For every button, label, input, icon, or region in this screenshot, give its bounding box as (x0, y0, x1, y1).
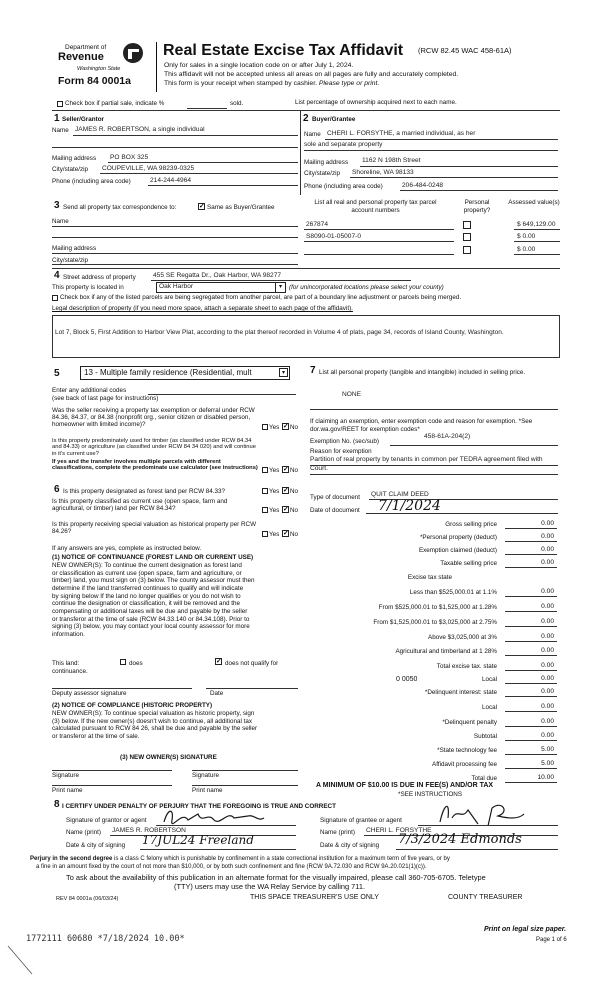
print-name-label-2: Print name (192, 787, 223, 794)
exemption-no-label: No (290, 424, 299, 431)
minimum-fee-note: A MINIMUM OF $10.00 IS DUE IN FEE(S) AND/OR TAX (316, 782, 494, 789)
historic-no-label: No (290, 531, 299, 538)
location-select-value: Oak Harbor (159, 283, 194, 290)
current-use-no-checkbox[interactable]: ✓ (283, 506, 289, 513)
tax-label: From $1,525,000.01 to $3,025,000 at 2.75% (373, 619, 497, 626)
seller-city-label: City/state/zip (52, 166, 89, 173)
does-not-label: does not qualify for (225, 660, 279, 667)
treasurer-use-only: THIS SPACE TREASURER'S USE ONLY (250, 894, 379, 901)
timber-question-note: If yes and the transfer involves multiple parcels with different classifications, complete the predominate use calculator (see instructions) (52, 459, 258, 472)
continuance-line: determine if the land transferred continues to qualify and will indicate (52, 585, 244, 593)
buyer-name-2[interactable]: sole and separate property (304, 141, 383, 148)
location-select[interactable] (156, 282, 286, 293)
same-as-buyer-checkbox[interactable]: ✓ (199, 203, 205, 210)
page-number: Page 1 of 6 (536, 937, 567, 943)
if-yes-note: If any answers are yes, complete as instructed below. (52, 545, 202, 552)
assessed-value-2[interactable]: $ 0.00 (517, 233, 536, 240)
timber-yes-label: Yes (269, 467, 280, 474)
this-land-label: This land: (52, 660, 80, 667)
tax-value[interactable]: 0.00 (541, 559, 554, 566)
additional-codes-note: (see back of last page for instructions) (52, 395, 159, 402)
doc-date[interactable]: 7/1/2024 (378, 498, 441, 514)
grantor-date-label: Date & city of signing (66, 842, 126, 849)
exemption-claim-label: If claiming an exemption, enter exemption code and reason for exemption. *See dor.wa.gov/REET for exemption codes* (310, 418, 533, 434)
segregated-label: Check box if any of the listed parcels are being segregated from another parcel, are part of a boundary line adjustment or parcels being merged. (60, 294, 462, 301)
continuance-line: timber) land, you must sign on (3) below. The county assessor must then (52, 577, 255, 585)
use-code-select[interactable] (80, 366, 290, 380)
forest-no-checkbox[interactable]: ✓ (283, 487, 289, 494)
seller-mailing-label: Mailing address (52, 155, 97, 162)
tax-label: *Delinquent penalty (442, 719, 497, 726)
historic-question: Is this property receiving special valuation as historical property per RCW 84.26? (52, 521, 257, 535)
buyer-phone-label: Phone (including area code) (304, 183, 383, 190)
section3-number: 3 (54, 200, 60, 211)
see-instructions: *SEE INSTRUCTIONS (398, 791, 463, 798)
perjury-line2: a fine in an amount fixed by the court of not more than $10,000, or by both such confinement and fine (RCW 9A.72.030 and RCW 9A.20.021(1)(c)). (36, 864, 427, 870)
section7-number: 7 (310, 365, 316, 376)
historic-yes-label: Yes (269, 531, 280, 538)
section1-number: 1 (54, 113, 60, 124)
tax-label: Taxable selling price (440, 560, 497, 567)
legal-description-label: Legal description of property (if you need more space, attach a separate sheet to each page of the affidavit). (52, 305, 353, 312)
chevron-down-icon[interactable]: ▾ (275, 283, 285, 292)
exemption-no-checkbox[interactable]: ✓ (283, 423, 289, 430)
section8-number: 8 (54, 799, 60, 810)
seller-name-label: Name (52, 127, 69, 134)
tax-value[interactable]: 5.00 (541, 760, 554, 767)
dept-line2: Revenue (58, 51, 104, 63)
grantee-name-label: Name (print) (320, 829, 355, 836)
tax-label: *Delinquent interest: state (424, 689, 497, 696)
grantor-signature-label: Signature of grantor or agent (66, 817, 147, 824)
continuance-line: information. (52, 631, 85, 639)
continuance-word: continuance. (52, 668, 88, 675)
seller-mailing[interactable]: PO BOX 325 (110, 154, 149, 161)
revenue-emblem-icon (122, 42, 144, 64)
compliance-line: calculated pursuant to RCW 84 26, shall be due and payable by the seller (52, 725, 258, 733)
form-number: Form 84 0001a (58, 75, 131, 87)
ownership-note: List percentage of ownership acquired next to each name. (295, 99, 457, 106)
parcel-number-1[interactable]: 267874 (306, 221, 329, 228)
current-use-yes-label: Yes (269, 507, 280, 514)
local-value[interactable]: 0.00 (541, 675, 554, 682)
buyer-heading: Buyer/Grantee (312, 116, 356, 123)
tax-value[interactable]: 0.00 (541, 533, 554, 540)
seller-phone-label: Phone (including area code) (52, 178, 131, 185)
tax-label: Affidavit processing fee (432, 761, 497, 768)
continuance-line: signing (3) below, you may contact your local county assessor for more (52, 623, 250, 631)
total-due[interactable]: 10.00 (537, 774, 554, 781)
seller-city[interactable]: COUPEVILLE, WA 98239-0325 (102, 165, 195, 172)
exemption-yes-label: Yes (269, 424, 280, 431)
tax-label: Gross selling price (445, 521, 497, 528)
tax-label: Exemption claimed (deduct) (418, 547, 497, 554)
print-name-label-1: Print name (52, 787, 83, 794)
current-use-no-label: No (290, 507, 299, 514)
section5-number: 5 (54, 368, 60, 379)
grantee-signature-label: Signature of grantee or agent (320, 817, 402, 824)
tax-value[interactable]: 0.00 (541, 662, 554, 669)
forest-no-label: No (290, 488, 299, 495)
section6-number: 6 (54, 484, 60, 495)
unincorporated-note: (for unincorporated locations please select your county) (289, 284, 444, 291)
tax-label: Agricultural and timberland at 1 28% (395, 648, 497, 655)
tax-value[interactable]: 0.00 (541, 520, 554, 527)
parcel-number-2[interactable]: S8090-01-05007-0 (306, 233, 361, 240)
section3-name-label: Name (52, 218, 69, 225)
recording-stamp: 1772111 60680 *7/18/2024 10.00* (26, 934, 185, 944)
continuance-text (52, 562, 302, 639)
seller-name[interactable]: JAMES R. ROBERTSON, a single individual (75, 126, 205, 133)
perjury-line1: Perjury in the second degree is a class C felony which is punishable by confinement in a state correctional institution for a maximum term of five years, or by (30, 856, 450, 862)
scan-mark (6, 944, 36, 978)
chevron-down-icon[interactable]: ▾ (279, 368, 288, 377)
assessed-value-3[interactable]: $ 0.00 (517, 246, 536, 253)
personal-property-label: List all personal property (tangible and intangible) included in selling price. (319, 369, 526, 376)
accessibility-line1: To ask about the availability of this publication in an alternate format for the visually impaired, please call 360-705-6705. Teletype (66, 873, 486, 882)
personal-property-value[interactable]: NONE (342, 391, 362, 398)
grantee-name[interactable]: CHERI L. FORSYTHE (366, 827, 432, 834)
grantee-signature[interactable] (432, 798, 542, 828)
grantor-date-city[interactable]: 17JUL24 Freeland (142, 833, 254, 847)
partial-sale-label: Check box if partial sale, indicate % (65, 100, 165, 107)
compliance-line: or transferor at the time of sale. (52, 733, 140, 741)
tax-value[interactable]: 0.00 (541, 633, 554, 640)
personal-property-checkbox-3[interactable] (463, 246, 471, 254)
parcel-col-header: List all real and personal property tax parcel account numbers (314, 199, 437, 215)
revenue-logo (55, 40, 155, 96)
continuance-heading: (1) NOTICE OF CONTINUANCE (FOREST LAND OR CURRENT USE) (52, 554, 254, 561)
location-label: This property is located in (52, 284, 124, 291)
doc-type-label: Type of document (310, 494, 361, 501)
buyer-name-label: Name (304, 131, 321, 138)
tax-value[interactable]: 0.00 (541, 546, 554, 553)
grantor-name-label: Name (print) (66, 829, 101, 836)
signature-label-1: Signature (52, 772, 79, 779)
local-rate: 0 0050 (396, 676, 418, 683)
buyer-mailing-label: Mailing address (304, 159, 349, 166)
local-label: Local (481, 676, 497, 683)
tax-label: Less than $525,000.01 at 1.1% (409, 589, 497, 596)
personal-property-checkbox-1[interactable] (463, 221, 471, 229)
tax-label: Above $3,025,000 at 3% (428, 634, 497, 641)
partial-sale-sold: sold. (230, 100, 244, 107)
grantee-date-label: Date & city of signing (320, 842, 380, 849)
tax-value[interactable]: 0.00 (541, 618, 554, 625)
exemption-reason[interactable]: Partition of real property by tenants in common per TEDRA agreement filed with Court. (310, 456, 543, 472)
tax-label: Total due (471, 775, 497, 782)
grantee-date-city[interactable]: 7/3/2024 Edmonds (398, 832, 522, 847)
compliance-line: (3) below. If the new owner(s) doesn't wish to continue, all additional tax (52, 717, 253, 725)
tax-value[interactable]: 0.00 (541, 703, 554, 710)
legal-paper-note: Print on legal size paper. (484, 926, 567, 933)
tax-value[interactable]: 0.00 (541, 588, 554, 595)
deputy-date-label: Date (210, 690, 224, 697)
dept-line1: Department of (65, 44, 107, 51)
county-treasurer: COUNTY TREASURER (448, 894, 523, 901)
header-line1: Only for sales in a single location code on or after July 1, 2024. (164, 62, 354, 69)
does-not-qualify-checkbox[interactable]: ✓ (216, 658, 222, 665)
exemption-no-label: Exemption No. (sec/sub) (310, 438, 379, 445)
section4-number: 4 (54, 270, 60, 281)
buyer-city-label: City/state/zip (304, 170, 341, 177)
timber-no-checkbox[interactable]: ✓ (283, 466, 289, 473)
buyer-city[interactable]: Shoreline, WA 98133 (352, 169, 414, 176)
tax-label: *State technology fee (437, 747, 497, 754)
continuance-line: by signing below If the land no longer qualifies or you do not wish to (52, 592, 241, 600)
buyer-name[interactable]: CHERI L. FORSYTHE, a married individual, as her (327, 130, 476, 137)
tax-label: From $525,000.01 to $1,525,000 at 1.28% (378, 604, 497, 611)
tax-value[interactable]: 0.00 (541, 732, 554, 739)
doc-date-label: Date of document (310, 507, 360, 514)
continuance-line: compensating or additional taxes will be due and payable by the seller (52, 608, 248, 616)
deputy-signature-label: Deputy assessor signature (52, 690, 127, 697)
tax-value[interactable]: 5.00 (541, 746, 554, 753)
current-use-question: Is this property classified as current use (open space, farm and agricultural, or timber) land per RCW 84.34? (52, 498, 228, 512)
continuance-line: continue the designation or classification, it will be removed and the (52, 600, 240, 608)
assessed-value-1[interactable]: $ 649,129.00 (517, 221, 556, 228)
continuance-line: NEW OWNER(S): To continue the current designation as forest land (52, 562, 242, 569)
compliance-text (52, 710, 302, 741)
section3-mailing-label: Mailing address (52, 245, 97, 252)
certify-statement: I CERTIFY UNDER PENALTY OF PERJURY THAT THE FOREGOING IS TRUE AND CORRECT (62, 803, 336, 810)
buyer-mailing[interactable]: 1162 N 198th Street (362, 157, 421, 164)
tax-value[interactable]: 0.00 (541, 603, 554, 610)
tax-label: Total excise tax. state (436, 663, 497, 670)
segregated-checkbox[interactable] (52, 295, 58, 301)
use-code-value: 13 - Multiple family residence (Residential, mult (84, 368, 252, 377)
seller-heading: Seller/Grantor (62, 116, 104, 123)
section3-city-label: City/state/zip (52, 257, 89, 264)
doc-type[interactable]: QUIT CLAIM DEED (371, 491, 429, 498)
historic-yes-checkbox[interactable] (262, 531, 268, 537)
tax-value[interactable]: 0.00 (541, 718, 554, 725)
additional-codes-label: Enter any additional codes (52, 387, 127, 394)
same-as-buyer-label: Same as Buyer/Grantee (207, 204, 275, 211)
section2-number: 2 (303, 113, 309, 124)
exemption-yes-checkbox[interactable] (262, 424, 268, 430)
form-rcw: (RCW 82.45 WAC 458-61A) (418, 46, 512, 55)
tax-value[interactable]: 0.00 (541, 647, 554, 654)
section3-label: Send all property tax correspondence to: (63, 204, 177, 211)
timber-yes-checkbox[interactable] (262, 467, 268, 473)
revision-code: REV 84 0001a (06/03/24) (56, 896, 119, 902)
street-address[interactable]: 455 SE Regatta Dr., Oak Harbor, WA 98277 (153, 272, 282, 279)
personal-property-header: Personal property? (463, 199, 491, 215)
historic-no-checkbox[interactable]: ✓ (283, 530, 289, 537)
accessibility-line2: (TTY) users may use the WA Relay Service by calling 711. (174, 882, 365, 891)
does-qualify-checkbox[interactable] (120, 659, 126, 665)
tax-label: *Personal property (deduct) (419, 534, 497, 541)
tax-table (300, 518, 562, 768)
timber-no-label: No (290, 467, 299, 474)
personal-property-checkbox-2[interactable] (463, 233, 471, 241)
exemption-no[interactable]: 458-61A-204(2) (424, 433, 471, 440)
does-label: does (129, 660, 143, 667)
seller-phone[interactable]: 214-244-4964 (150, 177, 192, 184)
dept-line3: Washington State (77, 66, 121, 72)
signature-label-2: Signature (192, 772, 219, 779)
tax-label: Local (481, 704, 497, 711)
compliance-line: NEW OWNER(S): To continue special valuation as historic property, sign (52, 710, 255, 717)
header-line3: This form is your receipt when stamped by cashier. Please type or print. (164, 80, 380, 87)
forest-yes-checkbox[interactable] (262, 488, 268, 494)
header-line2: This affidavit will not be accepted unless all areas on all pages are fully and accurately completed. (164, 71, 459, 78)
compliance-heading: (2) NOTICE OF COMPLIANCE (HISTORIC PROPERTY) (52, 702, 213, 709)
grantor-name[interactable]: JAMES R. ROBERTSON (112, 827, 186, 834)
exemption-question: Was the seller receiving a property tax exemption or deferral under RCW 84.36, 84.37, or 84.38 (nonprofit org., senior citizen or disabled person, homeowner with limited income)? (52, 407, 255, 428)
continuance-line: or transferor at the time of sale (RCW 84.33.140 or 84.34.108). Prior to (52, 615, 250, 623)
assessed-value-header: Assessed value(s) (508, 199, 560, 206)
street-label: Street address of property (63, 274, 136, 281)
reason-label: Reason for exemption (310, 448, 372, 455)
buyer-phone[interactable]: 206-484-0248 (402, 182, 444, 189)
tax-value[interactable]: 0.00 (541, 688, 554, 695)
new-owner-signature-heading: (3) NEW OWNER(S) SIGNATURE (120, 754, 217, 761)
tax-label: Excise tax state (407, 574, 452, 581)
legal-description[interactable]: Lot 7, Block 5, First Addition to Harbor View Plat, according to the plat thereof recorded in Volume 4 of plats, page 34, records of Island County, Washington. (52, 315, 560, 358)
continuance-line: or classification as current use (open space, farm and agriculture, or (52, 569, 242, 577)
form-title: Real Estate Excise Tax Affidavit (163, 42, 404, 59)
current-use-yes-checkbox[interactable] (262, 507, 268, 513)
tax-label: Subtotal (473, 733, 497, 740)
forest-yes-label: Yes (269, 488, 280, 495)
timber-question: Is this property predominately used for timber (as classified under RCW 84.34 and 84.33) or agriculture (as classified under RCW 84 34 020) and will continue in it's current use? (52, 438, 256, 457)
partial-sale-checkbox[interactable] (57, 101, 63, 107)
forest-question: Is this property designated as forest land per RCW 84.33? (63, 488, 226, 495)
